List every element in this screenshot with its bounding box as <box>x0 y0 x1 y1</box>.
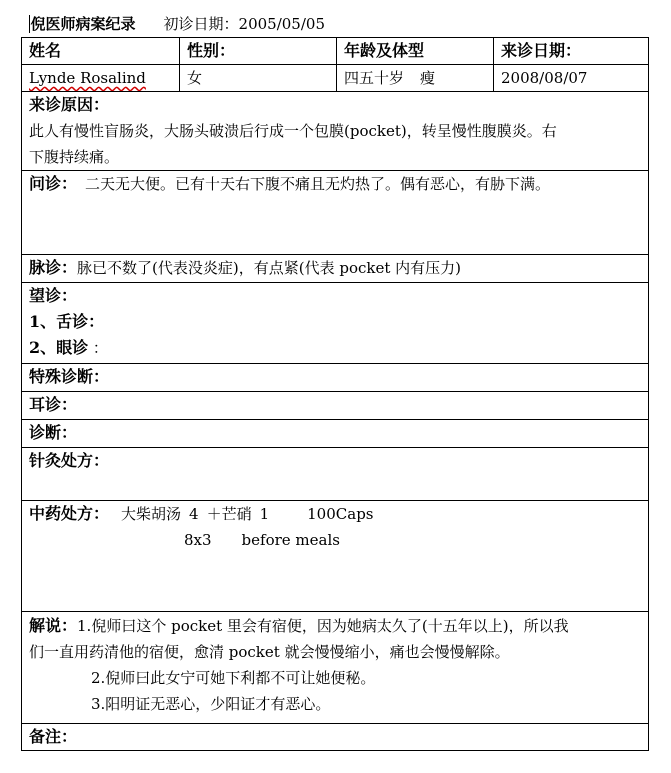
notes-row <box>22 724 649 751</box>
record-header-row <box>22 11 649 38</box>
reason-text-line1: 此人有慢性盲肠炎，大肠头破溃后行成一个包膜(pocket)，转呈慢性腹膜炎。右 <box>29 122 557 140</box>
inquiry-text: 二天无大便。已有十天右下腹不痛且无灼热了。偶有恶心，有胁下满。 <box>85 175 551 193</box>
diagnosis-row <box>22 420 649 448</box>
pulse-label: 脉诊： <box>29 258 78 277</box>
inquiry-cell <box>22 171 649 255</box>
medical-record-table <box>21 11 649 751</box>
herbal-row <box>22 501 649 612</box>
reason-cell <box>22 92 649 171</box>
text-cursor <box>29 15 30 33</box>
acupuncture-label: 针灸处方： <box>22 448 649 501</box>
age-value: 四五十岁 <box>344 69 405 87</box>
first-visit-date: 2005/05/05 <box>238 15 325 33</box>
notes-label: 备注： <box>22 724 649 751</box>
herbal-formula: 大柴胡汤 <box>121 505 182 523</box>
visit-date-label: 来诊日期： <box>494 38 649 65</box>
diagnosis-label: 诊断： <box>22 420 649 448</box>
gender-label: 性别： <box>180 38 337 65</box>
observation-row <box>22 283 649 364</box>
build-value: 瘦 <box>420 69 436 87</box>
explanation-cell <box>22 612 649 724</box>
pulse-row <box>22 255 649 283</box>
eye-colon: ： <box>92 339 108 357</box>
name-cell <box>22 65 180 92</box>
reason-label: 来诊原因： <box>29 95 110 114</box>
explanation-p2: 2.倪师曰此女宁可她下利都不可让她便秘。 <box>91 669 376 687</box>
explanation-p3: 3.阳明证无恶心，少阳证才有恶心。 <box>91 695 331 713</box>
first-visit-label: 初诊日期： <box>163 15 239 33</box>
explanation-p1-line1: 1.倪师曰这个 pocket 里会有宿便，因为她病太久了(十五年以上)，所以我 <box>77 617 569 635</box>
herbal-timing: before meals <box>241 531 340 549</box>
reason-text-line2: 下腹持续痛。 <box>29 148 120 166</box>
explanation-row <box>22 612 649 724</box>
patient-name: Lynde Rosalind <box>29 69 146 87</box>
special-diagnosis-label: 特殊诊断： <box>22 364 649 392</box>
visit-date-value: 2008/08/07 <box>494 65 649 92</box>
patient-value-row <box>22 65 649 92</box>
herbal-caps: 100Caps <box>307 505 374 523</box>
age-build-label: 年龄及体型 <box>337 38 494 65</box>
explanation-p1-line2: 们一直用药清他的宿便，愈清 pocket 就会慢慢缩小，痛也会慢慢解除。 <box>29 643 510 661</box>
herbal-cell <box>22 501 649 612</box>
herbal-formula-qty: 4 <box>189 505 199 523</box>
tongue-label: 1、舌诊： <box>29 312 105 331</box>
observation-cell <box>22 283 649 364</box>
herbal-additive-qty: 1 <box>259 505 270 523</box>
age-build-cell <box>337 65 494 92</box>
herbal-label: 中药处方： <box>29 504 110 523</box>
ear-diagnosis-label: 耳诊： <box>22 392 649 420</box>
record-title: 倪医师病案纪录 <box>30 15 136 33</box>
explanation-label: 解说： <box>29 616 78 635</box>
reason-row <box>22 92 649 171</box>
record-header <box>22 11 649 38</box>
ear-row <box>22 392 649 420</box>
pulse-text: 脉已不数了(代表没炎症)，有点紧(代表 pocket 内有压力) <box>77 259 461 277</box>
special-row <box>22 364 649 392</box>
eye-label: 2、眼诊 <box>29 338 89 357</box>
acupuncture-row <box>22 448 649 501</box>
patient-label-row <box>22 38 649 65</box>
gender-value: 女 <box>180 65 337 92</box>
name-label: 姓名 <box>22 38 180 65</box>
herbal-additive: ＋芒硝 <box>206 505 252 523</box>
herbal-dosage: 8x3 <box>184 531 212 549</box>
inquiry-row <box>22 171 649 255</box>
medical-record-page <box>21 11 648 751</box>
inquiry-label: 问诊： <box>29 174 78 193</box>
observation-label: 望诊： <box>29 286 78 305</box>
pulse-cell <box>22 255 649 283</box>
